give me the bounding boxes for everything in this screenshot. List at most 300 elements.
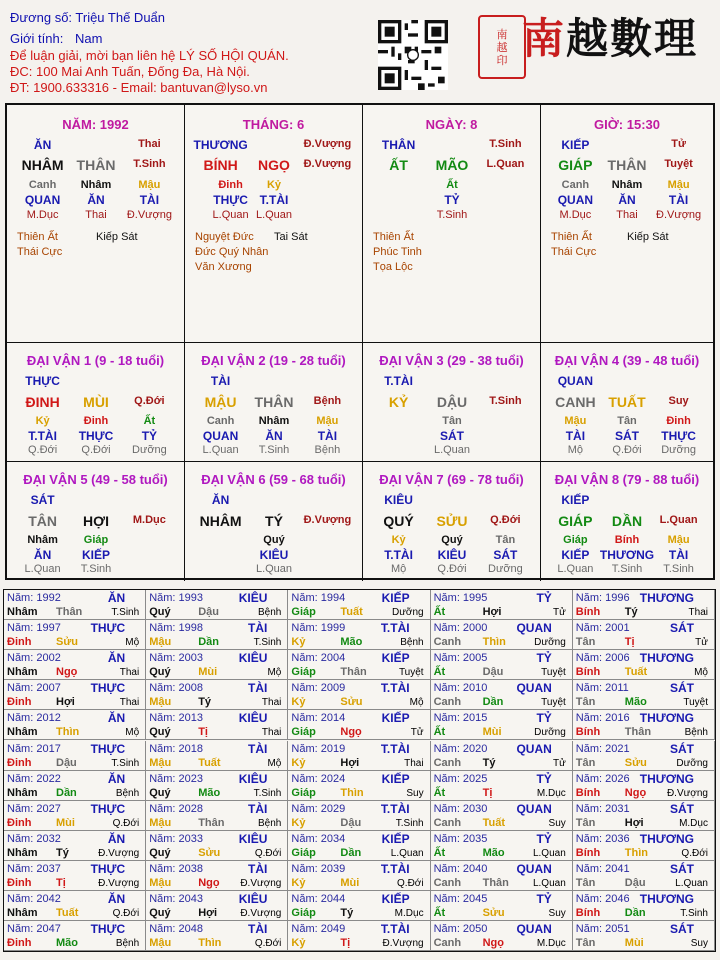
- dai-van-cell: [363, 462, 541, 581]
- year-phase: Tuyệt: [683, 697, 708, 709]
- year-label: Năm: 2001: [575, 622, 630, 635]
- year-label: Năm: 2028: [149, 802, 203, 815]
- year-branch: Ngọ: [624, 786, 647, 799]
- gender-label: Giới tính:: [10, 31, 64, 46]
- branch-phase: T.Sinh: [489, 395, 522, 407]
- auspicious-star: Thiên Ất: [373, 231, 414, 243]
- branch-phase: Đ.Vượng: [303, 158, 352, 170]
- year-branch: Ngọ: [482, 937, 504, 950]
- hidden-star: TÀI: [668, 548, 689, 562]
- year-star: QUAN: [516, 801, 552, 816]
- header: [0, 0, 720, 100]
- year-cell: [573, 620, 715, 650]
- year-star: TÀI: [248, 861, 268, 876]
- year-label: Năm: 2025: [433, 772, 488, 785]
- heavenly-stem: NHÂM: [199, 513, 242, 529]
- year-branch: Sửu: [56, 636, 79, 649]
- year-cell: [146, 771, 288, 801]
- year-cell: [431, 590, 573, 620]
- branch-phase: L.Quan: [659, 514, 698, 526]
- year-stem: Mậu: [149, 876, 172, 889]
- hidden-stem: Tân: [442, 415, 462, 427]
- year-star: THƯƠNG: [639, 711, 694, 726]
- year-cell: [431, 741, 573, 771]
- year-cell: [288, 620, 430, 650]
- year-label: Năm: 2042: [7, 893, 61, 905]
- stem-phase: Thai: [138, 138, 161, 150]
- year-stem: Ất: [433, 666, 446, 679]
- year-phase: T.Sinh: [395, 817, 424, 829]
- year-stem: Quý: [149, 846, 171, 859]
- year-branch: Tý: [340, 907, 354, 919]
- branch-phase: L.Quan: [486, 158, 525, 170]
- branch-phase: Đ.Vượng: [303, 514, 352, 526]
- year-branch: Mão: [624, 696, 647, 709]
- earthly-branch: SỬU: [436, 513, 468, 529]
- year-cell: [4, 741, 146, 771]
- year-stem: Kỷ: [291, 937, 306, 950]
- hidden-stem: Mậu: [667, 534, 690, 546]
- heavenly-stem: BÍNH: [203, 157, 238, 173]
- year-phase: Suy: [548, 817, 566, 829]
- year-phase: Tuyệt: [398, 667, 424, 679]
- year-phase: Dưỡng: [676, 757, 708, 769]
- year-stem: Ất: [433, 606, 446, 618]
- year-star: T.TÀI: [380, 621, 410, 636]
- year-label: Năm: 2023: [149, 772, 203, 785]
- year-phase: Suy: [406, 787, 424, 799]
- dai-van-cell: [363, 343, 541, 462]
- year-stem: Tân: [575, 937, 596, 950]
- hidden-star: THỰC: [213, 193, 248, 207]
- hidden-star: T.TÀI: [28, 429, 57, 443]
- hidden-phase: L.Quan: [24, 563, 61, 575]
- year-stem: Bính: [575, 846, 601, 859]
- year-label: Năm: 2036: [575, 832, 630, 845]
- hidden-star: KIẾP: [81, 548, 111, 562]
- branch-phase: Bệnh: [313, 395, 342, 407]
- year-star: KIẾP: [381, 831, 410, 846]
- year-stem: Quý: [149, 606, 171, 618]
- year-cell: [146, 921, 288, 951]
- year-label: Năm: 2004: [291, 652, 346, 665]
- year-phase: Q.Đới: [254, 847, 282, 859]
- heavenly-stem: TÂN: [28, 513, 57, 529]
- year-label: Năm: 2002: [7, 652, 61, 665]
- year-star: KIẾP: [381, 771, 410, 786]
- year-stem: Mậu: [149, 696, 172, 709]
- year-branch: Mão: [198, 786, 221, 799]
- year-cell: [146, 891, 288, 921]
- year-stem: Đinh: [7, 696, 32, 709]
- year-star: TỶ: [536, 651, 552, 666]
- year-branch: Dậu: [624, 876, 646, 889]
- heavenly-stem: KỶ: [388, 394, 409, 410]
- year-branch: Mùi: [482, 726, 502, 739]
- earthly-branch: MÃO: [435, 157, 469, 173]
- hidden-star: SÁT: [615, 429, 639, 443]
- year-label: Năm: 2033: [149, 832, 203, 845]
- year-label: Năm: 2046: [575, 893, 630, 905]
- year-cell: [431, 801, 573, 831]
- hidden-stem: Ất: [143, 415, 156, 427]
- branch-phase: T.Sinh: [133, 158, 166, 170]
- year-star: THỰC: [90, 741, 126, 756]
- qr-code-icon: [378, 20, 448, 90]
- year-phase: Bệnh: [258, 607, 282, 618]
- year-stem: Quý: [149, 786, 171, 799]
- year-branch: Dậu: [482, 666, 504, 679]
- year-star: T.TÀI: [380, 922, 410, 937]
- year-stem: Kỷ: [291, 876, 306, 889]
- year-branch: Hợi: [56, 696, 75, 709]
- year-branch: Hợi: [624, 816, 644, 829]
- year-stem: Quý: [149, 726, 171, 739]
- hidden-phase: T.Sinh: [611, 563, 643, 575]
- dai-van-title: ĐẠI VẬN 3 (29 - 38 tuổi): [379, 353, 524, 368]
- hidden-phase: Thai: [85, 209, 107, 221]
- year-star: THƯƠNG: [639, 771, 694, 786]
- year-star: TÀI: [248, 922, 268, 937]
- year-stem: Bính: [575, 786, 601, 799]
- year-phase: T.Sinh: [253, 787, 282, 799]
- dai-van-cell: [541, 343, 713, 462]
- year-star: KIÊU: [238, 591, 268, 605]
- year-stem: Tân: [575, 696, 596, 709]
- hidden-star: T.TÀI: [259, 193, 289, 207]
- year-star: TÀI: [248, 801, 268, 816]
- auspicious-star: Văn Xương: [195, 261, 252, 273]
- year-stem: Canh: [433, 696, 462, 709]
- hidden-phase: Q.Đới: [27, 444, 58, 456]
- hidden-star: ĂN: [33, 548, 52, 562]
- earthly-branch: MÙI: [83, 394, 109, 410]
- branch-phase: Q.Đới: [134, 395, 165, 407]
- hidden-stem: Đinh: [666, 415, 691, 427]
- dai-van-title: ĐẠI VẬN 7 (69 - 78 tuổi): [379, 472, 524, 487]
- year-cell: [146, 620, 288, 650]
- year-stem: Mậu: [149, 636, 172, 649]
- year-stem: Đinh: [7, 816, 32, 829]
- year-label: Năm: 2010: [433, 682, 488, 695]
- auspicious-star: Thái Cực: [17, 246, 63, 258]
- ten-god-star: QUAN: [557, 374, 594, 388]
- year-cell: [4, 921, 146, 951]
- year-label: Năm: 2017: [7, 742, 61, 755]
- year-star: TỶ: [536, 831, 552, 846]
- hidden-star: ĂN: [87, 193, 105, 207]
- dai-van-title: ĐẠI VẬN 1 (9 - 18 tuổi): [26, 353, 165, 368]
- branch-phase: Tuyệt: [664, 158, 693, 170]
- year-label: Năm: 2031: [575, 802, 630, 815]
- year-stem: Bính: [575, 606, 601, 618]
- hidden-stem: Giáp: [83, 534, 109, 546]
- year-phase: M.Dục: [536, 938, 566, 950]
- seal-char: 越: [496, 40, 508, 54]
- year-phase: Thai: [261, 727, 282, 739]
- year-cell: [573, 861, 715, 891]
- stem-phase: Tử: [671, 138, 686, 150]
- year-branch: Mão: [482, 846, 505, 859]
- year-star: SÁT: [669, 621, 694, 636]
- year-stem: Canh: [433, 756, 462, 769]
- hidden-phase: Q.Đới: [81, 444, 111, 456]
- year-phase: T.Sinh: [111, 607, 140, 618]
- year-stem: Đinh: [7, 937, 32, 950]
- year-phase: Mộ: [694, 667, 708, 679]
- year-cell: [4, 710, 146, 740]
- hidden-stem: Bính: [614, 534, 640, 546]
- year-cell: [573, 891, 715, 921]
- year-cell: [431, 921, 573, 951]
- year-cell: [288, 710, 430, 740]
- year-phase: Mộ: [409, 697, 424, 709]
- auspicious-star: Thái Cực: [551, 246, 597, 258]
- hidden-phase: Mộ: [567, 444, 584, 456]
- year-label: Năm: 2024: [291, 772, 346, 785]
- year-branch: Dần: [340, 846, 362, 859]
- year-label: Năm: 2040: [433, 862, 488, 875]
- year-phase: Mộ: [125, 727, 140, 739]
- year-cell: [431, 710, 573, 740]
- annual-table: [3, 589, 716, 952]
- year-stem: Tân: [575, 636, 596, 649]
- year-star: T.TÀI: [380, 681, 410, 696]
- year-branch: Ngọ: [198, 876, 220, 889]
- year-star: THƯƠNG: [639, 831, 694, 846]
- year-cell: [288, 741, 430, 771]
- dai-van-cell: [185, 462, 363, 581]
- year-branch: Ngọ: [56, 666, 78, 679]
- dai-van-cell: [185, 343, 363, 462]
- year-cell: [573, 741, 715, 771]
- year-branch: Tị: [56, 876, 66, 889]
- owner-name: Đương số: Triệu Thế Duẩn: [10, 10, 166, 25]
- hidden-star: KIÊU: [259, 548, 289, 562]
- year-phase: Mộ: [267, 667, 282, 679]
- auspicious-star: Đức Quý Nhân: [195, 246, 269, 258]
- hidden-stem: Ất: [446, 179, 458, 191]
- year-phase: Dưỡng: [534, 727, 566, 739]
- year-branch: Hợi: [482, 606, 502, 618]
- year-stem: Ất: [433, 907, 446, 919]
- year-cell: [431, 771, 573, 801]
- year-star: ĂN: [107, 892, 126, 906]
- year-label: Năm: 2008: [149, 682, 203, 695]
- year-branch: Tị: [624, 636, 635, 649]
- year-branch: Dần: [198, 636, 219, 649]
- year-label: Năm: 2037: [7, 862, 61, 875]
- year-star: ĂN: [107, 711, 126, 726]
- hidden-phase: L.Quan: [557, 563, 594, 575]
- year-cell: [146, 650, 288, 680]
- year-cell: [288, 680, 430, 710]
- hidden-stem: Quý: [441, 534, 463, 546]
- year-cell: [288, 831, 430, 861]
- year-branch: Hợi: [340, 756, 360, 769]
- year-phase: T.Sinh: [111, 757, 140, 769]
- ten-god-star: THÂN: [381, 138, 416, 152]
- year-stem: Tân: [575, 876, 596, 889]
- year-branch: Tị: [340, 937, 351, 950]
- hidden-stem: Mậu: [138, 179, 161, 191]
- year-branch: Mão: [56, 937, 78, 950]
- year-label: Năm: 2048: [149, 923, 203, 936]
- heavenly-stem: NHÂM: [21, 157, 64, 173]
- year-stem: Bính: [575, 666, 601, 679]
- hidden-stem: Mậu: [667, 179, 690, 191]
- hidden-phase: M.Dục: [559, 209, 592, 221]
- year-phase: Tử: [552, 757, 566, 769]
- year-phase: Bệnh: [115, 787, 140, 799]
- chart-grid: [5, 103, 715, 580]
- year-star: THƯƠNG: [639, 591, 694, 605]
- year-label: Năm: 2016: [575, 712, 630, 725]
- brand-char: 理: [654, 14, 699, 63]
- year-cell: [146, 801, 288, 831]
- ten-god-star: TÀI: [210, 374, 231, 388]
- year-phase: Thai: [688, 607, 708, 618]
- earthly-branch: DẦN: [611, 513, 643, 529]
- year-star: KIÊU: [238, 831, 268, 846]
- year-phase: L.Quan: [390, 847, 424, 859]
- year-label: Năm: 2035: [433, 832, 488, 845]
- year-cell: [573, 710, 715, 740]
- hidden-stem: Kỷ: [391, 534, 406, 546]
- year-star: QUAN: [516, 621, 552, 636]
- year-star: THƯƠNG: [639, 651, 694, 666]
- year-branch: Sửu: [198, 846, 221, 859]
- year-stem: Canh: [433, 937, 462, 950]
- heavenly-stem: CANH: [555, 394, 596, 410]
- year-branch: Thìn: [56, 726, 80, 739]
- year-phase: Suy: [548, 908, 566, 919]
- year-stem: Canh: [433, 816, 462, 829]
- hidden-star: THỰC: [78, 429, 114, 443]
- auspicious-star: Phúc Tinh: [373, 246, 422, 258]
- year-branch: Dậu: [198, 606, 219, 618]
- year-branch: Mùi: [624, 937, 644, 950]
- ten-god-star: KIÊU: [384, 493, 413, 507]
- year-branch: Mùi: [198, 666, 218, 679]
- year-star: SÁT: [669, 922, 694, 937]
- hidden-phase: T.Sinh: [80, 563, 112, 575]
- year-phase: L.Quan: [675, 877, 708, 889]
- dai-van-cell: [7, 462, 185, 581]
- year-label: Năm: 2014: [291, 712, 346, 725]
- year-label: Năm: 2047: [7, 923, 61, 936]
- year-label: Năm: 2029: [291, 802, 346, 815]
- year-star: TÀI: [248, 741, 268, 756]
- year-cell: [431, 680, 573, 710]
- year-stem: Mậu: [149, 756, 172, 769]
- ten-god-star: ĂN: [211, 493, 230, 507]
- hidden-stem: Đinh: [218, 179, 243, 191]
- year-star: QUAN: [516, 681, 552, 696]
- year-label: Năm: 1996: [575, 592, 630, 604]
- earthly-branch: DẬU: [436, 394, 468, 410]
- year-phase: Thai: [119, 667, 140, 679]
- year-branch: Dần: [482, 696, 504, 709]
- year-label: Năm: 2000: [433, 622, 488, 635]
- stem-phase: Đ.Vượng: [303, 138, 352, 150]
- year-stem: Nhâm: [7, 606, 38, 618]
- year-branch: Tị: [482, 786, 493, 799]
- year-label: Năm: 2026: [575, 772, 630, 785]
- gender-row: [10, 31, 102, 47]
- ten-god-star: THỰC: [25, 374, 60, 388]
- year-cell: [288, 650, 430, 680]
- year-phase: Đ.Vượng: [666, 787, 708, 799]
- year-star: KIẾP: [381, 591, 410, 605]
- year-phase: T.Sinh: [253, 637, 282, 649]
- year-branch: Thân: [56, 606, 83, 618]
- hidden-stem: Canh: [561, 179, 590, 191]
- dai-van-cell: [7, 343, 185, 462]
- ten-god-star: THƯƠNG: [193, 138, 248, 152]
- year-cell: [4, 801, 146, 831]
- year-label: Năm: 2003: [149, 652, 203, 665]
- year-star: THỰC: [90, 861, 126, 876]
- year-cell: [4, 771, 146, 801]
- phone-email-line: ĐT: 1900.633316 - Email: bantuvan@lyso.vn: [10, 80, 268, 95]
- year-cell: [4, 831, 146, 861]
- year-stem: Mậu: [149, 937, 172, 950]
- year-branch: Sửu: [340, 696, 363, 709]
- year-cell: [573, 771, 715, 801]
- year-cell: [146, 831, 288, 861]
- year-star: TỶ: [536, 711, 552, 726]
- year-star: KIẾP: [381, 711, 410, 726]
- year-star: SÁT: [669, 741, 694, 756]
- hidden-phase: Đ.Vượng: [126, 209, 172, 221]
- hidden-star: THỰC: [661, 429, 696, 443]
- year-phase: Thai: [404, 757, 424, 769]
- year-phase: Bệnh: [684, 727, 708, 739]
- year-label: Năm: 2021: [575, 742, 630, 755]
- year-stem: Nhâm: [7, 907, 38, 919]
- year-branch: Mùi: [340, 876, 360, 889]
- hidden-phase: Bệnh: [314, 444, 341, 456]
- year-cell: [146, 680, 288, 710]
- hidden-phase: T.Sinh: [436, 209, 468, 221]
- year-cell: [288, 590, 430, 620]
- year-cell: [146, 710, 288, 740]
- year-phase: Mộ: [125, 637, 140, 649]
- year-stem: Mậu: [149, 816, 172, 829]
- year-phase: Tuyệt: [541, 667, 566, 679]
- year-phase: Dưỡng: [534, 637, 566, 649]
- year-label: Năm: 2051: [575, 923, 630, 936]
- year-cell: [431, 891, 573, 921]
- year-stem: Quý: [149, 666, 171, 679]
- year-star: KIÊU: [238, 711, 268, 726]
- pillar-cell: [7, 105, 185, 343]
- year-star: TỶ: [536, 591, 552, 605]
- year-cell: [288, 891, 430, 921]
- year-branch: Tuất: [624, 666, 648, 679]
- year-stem: Nhâm: [7, 666, 38, 679]
- hidden-stem: Đinh: [83, 415, 109, 427]
- year-phase: Đ.Vượng: [98, 847, 140, 859]
- hidden-star: QUAN: [24, 193, 61, 207]
- auspicious-star: Nguyệt Đức: [195, 231, 254, 243]
- year-stem: Kỷ: [291, 816, 306, 829]
- heavenly-stem: MẬU: [204, 394, 237, 410]
- year-phase: Thai: [119, 697, 140, 709]
- year-branch: Hợi: [198, 907, 218, 919]
- brand-char: 南: [522, 14, 567, 63]
